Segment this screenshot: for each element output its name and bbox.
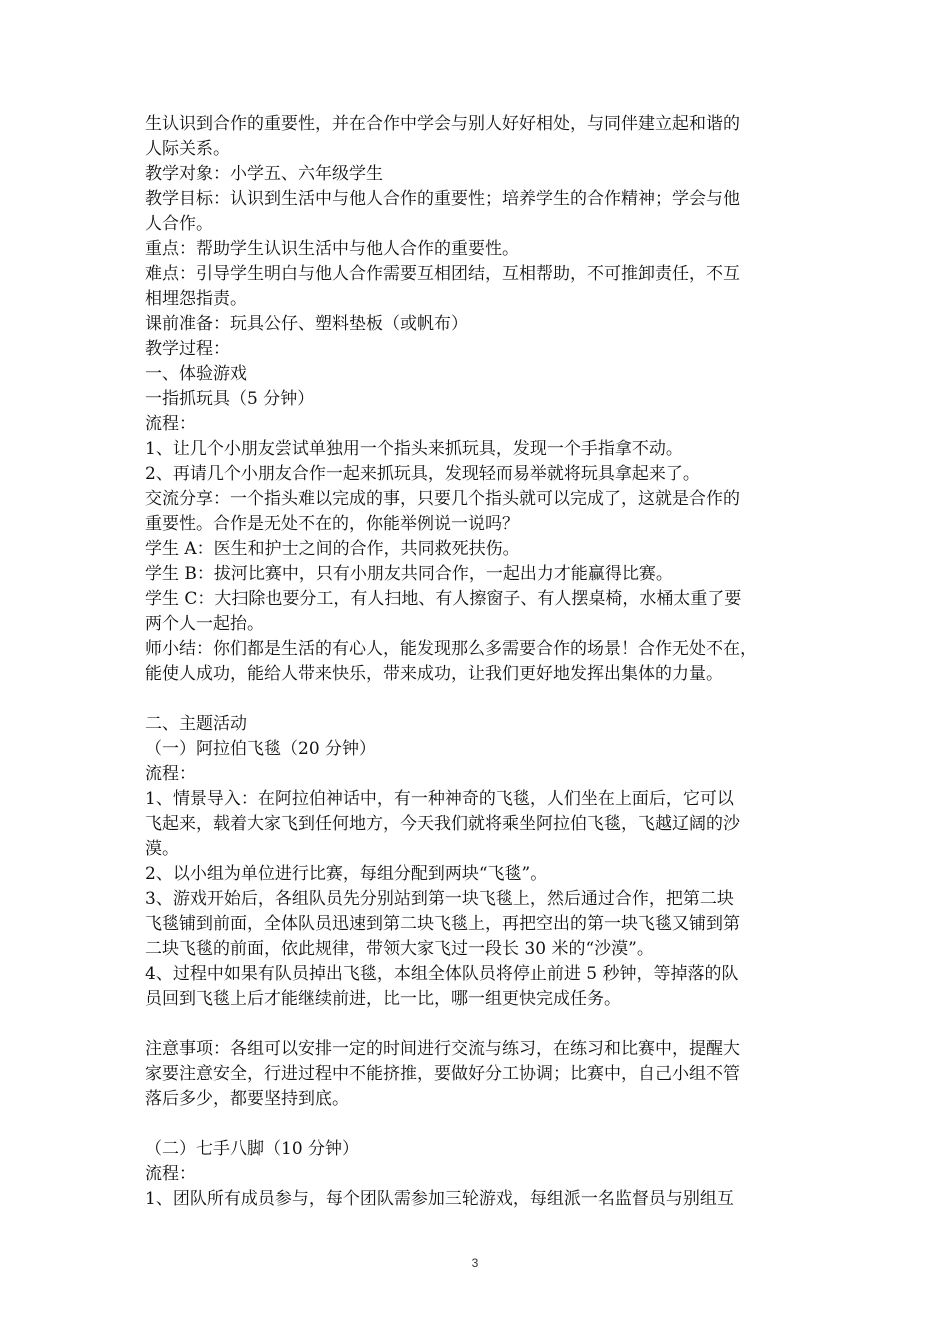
- blank-line: [145, 687, 810, 712]
- section-heading: 二、主题活动: [145, 714, 247, 734]
- blank-line: [145, 1012, 810, 1037]
- text-line: 人合作。: [145, 214, 213, 234]
- text-line: 飞起来，载着大家飞到任何地方，今天我们就将乘坐阿拉伯飞毯，飞越辽阔的沙: [145, 814, 740, 834]
- text-line: 生认识到合作的重要性，并在合作中学会与别人好好相处，与同伴建立起和谐的: [145, 114, 740, 134]
- text-line: 1、团队所有成员参与，每个团队需参加三轮游戏，每组派一名监督员与别组互: [145, 1189, 734, 1209]
- text-line: 重点：帮助学生认识生活中与他人合作的重要性。: [145, 239, 519, 259]
- text-line: 飞毯铺到前面，全体队员迅速到第二块飞毯上，再把空出的第一块飞毯又铺到第: [145, 914, 740, 934]
- text-line: 3、游戏开始后，各组队员先分别站到第一块飞毯上，然后通过合作，把第二块: [145, 889, 734, 909]
- page-number: 3: [471, 1256, 479, 1270]
- text-line: 人际关系。: [145, 139, 230, 159]
- section-heading: 一、体验游戏: [145, 364, 247, 384]
- text-line: 教学对象：小学五、六年级学生: [145, 164, 383, 184]
- text-line: 4、过程中如果有队员掉出飞毯，本组全体队员将停止前进 5 秒钟，等掉落的队: [145, 964, 739, 984]
- text-line: 一指抓玩具（5 分钟）: [145, 389, 315, 409]
- text-line: 二块飞毯的前面，依此规律，带领大家飞过一段长 30 米的“沙漠”。: [145, 939, 654, 959]
- text-line: 落后多少，都要坚持到底。: [145, 1089, 349, 1109]
- text-line: 学生 B：拔河比赛中，只有小朋友共同合作，一起出力才能赢得比赛。: [145, 564, 673, 584]
- text-line: 流程：: [145, 764, 196, 784]
- text-line: 师小结：你们都是生活的有心人，能发现那么多需要合作的场景！合作无处不在，: [145, 639, 757, 659]
- text-line: 流程：: [145, 414, 196, 434]
- text-line: 教学目标：认识到生活中与他人合作的重要性；培养学生的合作精神；学会与他: [145, 189, 740, 209]
- body-text: [145, 112, 810, 1212]
- text-line: 2、以小组为单位进行比赛，每组分配到两块“飞毯”。: [145, 864, 548, 884]
- text-line: 重要性。合作是无处不在的，你能举例说一说吗？: [145, 514, 519, 534]
- text-line: 教学过程：: [145, 339, 230, 359]
- text-line: 家要注意安全，行进过程中不能挤推，要做好分工协调；比赛中，自己小组不管: [145, 1064, 740, 1084]
- text-line: 学生 C：大扫除也要分工，有人扫地、有人擦窗子、有人摆桌椅，水桶太重了要: [145, 589, 742, 609]
- text-line: 流程：: [145, 1164, 196, 1184]
- text-line: 学生 A：医生和护士之间的合作，共同救死扶伤。: [145, 539, 520, 559]
- text-line: 员回到飞毯上后才能继续前进，比一比，哪一组更快完成任务。: [145, 989, 621, 1009]
- text-line: 能使人成功，能给人带来快乐，带来成功，让我们更好地发挥出集体的力量。: [145, 664, 723, 684]
- text-line: 难点：引导学生明白与他人合作需要互相团结，互相帮助，不可推卸责任，不互: [145, 264, 740, 284]
- blank-line: [145, 1112, 810, 1137]
- text-line: 交流分享：一个指头难以完成的事，只要几个指头就可以完成了，这就是合作的: [145, 489, 740, 509]
- text-line: 注意事项：各组可以安排一定的时间进行交流与练习，在练习和比赛中，提醒大: [145, 1039, 740, 1059]
- text-line: 两个人一起抬。: [145, 614, 264, 634]
- text-line: 1、情景导入：在阿拉伯神话中，有一种神奇的飞毯，人们坐在上面后，它可以: [145, 789, 734, 809]
- text-line: （一）阿拉伯飞毯（20 分钟）: [145, 739, 377, 759]
- text-line: 漠。: [145, 839, 179, 859]
- text-line: （二）七手八脚（10 分钟）: [145, 1139, 360, 1159]
- text-line: 相埋怨指责。: [145, 289, 247, 309]
- text-line: 2、再请几个小朋友合作一起来抓玩具，发现轻而易举就将玩具拿起来了。: [145, 464, 700, 484]
- text-line: 课前准备：玩具公仔、塑料垫板（或帆布）: [145, 314, 468, 334]
- text-line: 1、让几个小朋友尝试单独用一个指头来抓玩具，发现一个手指拿不动。: [145, 439, 683, 459]
